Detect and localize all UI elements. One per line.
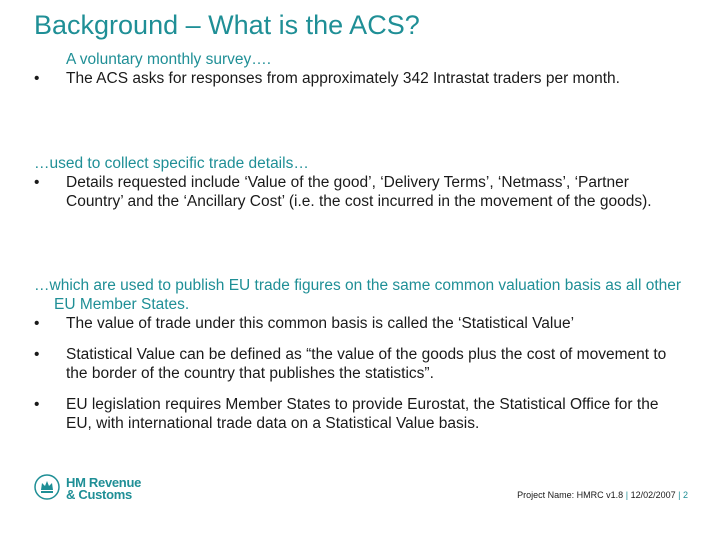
bullet-item — [34, 314, 684, 333]
footer — [517, 490, 688, 500]
footer-date: 12/02/2007 — [630, 490, 676, 500]
bullet-text: EU legislation requires Member States to provide Eurostat, the Statistical Office for the EU, with international trade data on a Statistical Value basis. — [66, 396, 659, 432]
bullet-icon: • — [34, 70, 40, 87]
section-trade-details — [34, 154, 684, 211]
bullet-icon: • — [34, 315, 40, 332]
logo-wordmark — [66, 477, 141, 501]
bullet-item — [34, 345, 684, 383]
footer-project: Project Name: HMRC v1.8 — [517, 490, 624, 500]
bullet-text: Details requested include ‘Value of the good’, ‘Delivery Terms’, ‘Netmass’, ‘Partner Country’ and the ‘Ancillary Cost’ (i.e. the cost incurred in the movement of the goods). — [66, 174, 652, 210]
section-lead: …which are used to publish EU trade figures on the same common valuation basis as all other EU Member States. — [34, 277, 682, 313]
bullet-item — [34, 173, 684, 211]
bullet-item — [34, 69, 684, 88]
logo-line-1: HM Revenue — [66, 475, 142, 490]
section-lead: …used to collect specific trade details… — [34, 155, 309, 172]
section-lead: A voluntary monthly survey…. — [66, 51, 272, 68]
bullet-icon: • — [34, 346, 40, 363]
slide-title: Background – What is the ACS? — [34, 10, 420, 40]
section-eu-trade-figures — [34, 276, 684, 433]
bullet-text: The value of trade under this common basis is called the ‘Statistical Value’ — [66, 315, 575, 332]
bullet-text: Statistical Value can be defined as “the value of the goods plus the cost of movement to the border of the country that publishes the statistics”. — [66, 346, 667, 382]
footer-separator: | — [678, 490, 681, 500]
bullet-icon: • — [34, 174, 40, 191]
footer-separator: | — [625, 490, 629, 500]
section-voluntary-survey — [34, 50, 684, 88]
crown-crest-icon — [34, 474, 60, 505]
hmrc-logo — [34, 474, 141, 504]
bullet-text: The ACS asks for responses from approximately 342 Intrastat traders per month. — [66, 70, 620, 87]
bullet-icon: • — [34, 396, 40, 413]
logo-line-2: & Customs — [66, 487, 132, 502]
bullet-item — [34, 395, 684, 433]
page-number: 2 — [682, 490, 688, 500]
